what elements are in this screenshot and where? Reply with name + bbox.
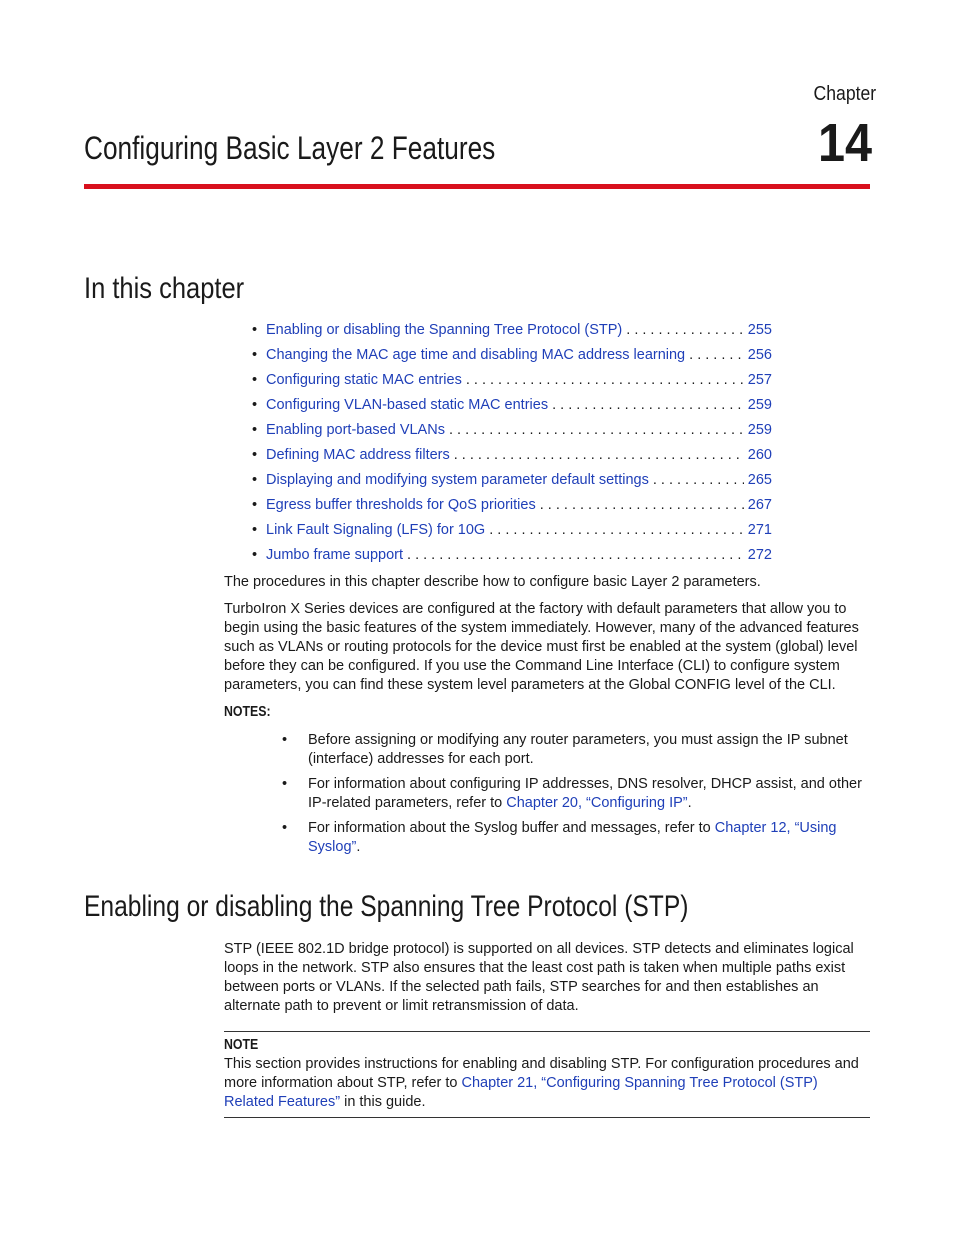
body-paragraph: TurboIron X Series devices are configured at the factory with default parameters that allow you to begin using the basic features of the system immediately. However, many of the advanced features such as VLANs or routing protocols for the device must first be enabled at the system (global) level before they can be configured. If you use the Command Line Interface (CLI) to configure system parameters, you can find these system level parameters at the Global CONFIG level of the CLI. xyxy=(224,601,859,693)
toc-leader xyxy=(685,347,744,363)
toc-entry[interactable] xyxy=(252,347,772,372)
toc-entry-page[interactable]: 265 xyxy=(747,472,772,488)
toc-leader xyxy=(649,472,744,488)
toc-entry-label[interactable]: Enabling or disabling the Spanning Tree Protocol (STP) xyxy=(266,322,623,338)
bullet-icon: • xyxy=(252,522,258,538)
toc-entry[interactable] xyxy=(252,497,772,522)
toc-entry-label[interactable]: Jumbo frame support xyxy=(266,547,404,563)
stp-section-heading: Enabling or disabling the Spanning Tree Protocol (STP) xyxy=(84,890,689,923)
note-item xyxy=(280,819,870,857)
chapter-label: Chapter xyxy=(813,83,876,105)
notes-label: NOTES: xyxy=(224,704,271,720)
chapter-title: Configuring Basic Layer 2 Features xyxy=(84,130,496,166)
note-text-end: . xyxy=(687,795,692,811)
toc-entry[interactable] xyxy=(252,522,772,547)
toc-leader xyxy=(485,522,744,538)
chapter-number: 14 xyxy=(817,113,872,173)
toc-entry-page[interactable]: 257 xyxy=(747,372,772,388)
bullet-icon: • xyxy=(282,732,288,748)
toc-entry-label[interactable]: Defining MAC address filters xyxy=(266,447,450,463)
toc-entry-label[interactable]: Egress buffer thresholds for QoS priorities xyxy=(266,497,536,513)
bullet-icon: • xyxy=(252,472,258,488)
bullet-icon: • xyxy=(252,397,258,413)
note-text-end: . xyxy=(356,839,361,855)
toc-entry-page[interactable]: 256 xyxy=(747,347,772,363)
toc-entry[interactable] xyxy=(252,422,772,447)
toc-leader xyxy=(445,422,744,438)
note-label: NOTE xyxy=(224,1037,259,1053)
stp-paragraph: STP (IEEE 802.1D bridge protocol) is supported on all devices. STP detects and eliminates logical loops in the network. STP also ensures that the least cost path is taken when multiple paths exist between ports or VLANs. If the selected path fails, STP searches for and then establishes an alternate path to prevent or limit retransmission of data. xyxy=(224,941,854,1014)
bullet-icon: • xyxy=(252,497,258,513)
note-text: Before assigning or modifying any router parameters, you must assign the IP subnet (interface) addresses for each port. xyxy=(308,732,848,767)
toc-entry[interactable] xyxy=(252,447,772,472)
toc-entry[interactable] xyxy=(252,472,772,497)
toc-entry-page[interactable]: 259 xyxy=(747,397,772,413)
toc-leader xyxy=(403,547,744,563)
toc-entry-page[interactable]: 259 xyxy=(747,422,772,438)
note-box xyxy=(224,1031,870,1118)
toc-entry[interactable] xyxy=(252,372,772,397)
toc-entry[interactable] xyxy=(252,547,772,572)
note-text: For information about configuring IP addresses, DNS resolver, DHCP assist, and other IP-related parameters, refer to xyxy=(308,776,862,811)
toc-entry-label[interactable]: Changing the MAC age time and disabling MAC address learning xyxy=(266,347,686,363)
toc-entry[interactable] xyxy=(252,322,772,347)
toc-entry-label[interactable]: Displaying and modifying system parameter default settings xyxy=(266,472,649,488)
toc-leader xyxy=(622,322,744,338)
intro-paragraph: The procedures in this chapter describe how to configure basic Layer 2 parameters. xyxy=(224,574,761,590)
toc-leader xyxy=(450,447,744,463)
bullet-icon: • xyxy=(282,776,288,792)
toc-leader xyxy=(536,497,744,513)
toc-entry-label[interactable]: Enabling port-based VLANs xyxy=(266,422,445,438)
note-item xyxy=(280,775,870,813)
notes-list xyxy=(280,731,870,863)
note-text: For information about the Syslog buffer and messages, refer to xyxy=(308,820,715,836)
toc-entry-page[interactable]: 271 xyxy=(747,522,772,538)
toc-entry-page[interactable]: 260 xyxy=(747,447,772,463)
chapter-20-link[interactable]: Chapter 20, “Configuring IP” xyxy=(506,795,688,811)
toc-entry-label[interactable]: Configuring static MAC entries xyxy=(266,372,462,388)
chapter-21-link[interactable]: Chapter 21, “Configuring Spanning Tree Protocol (STP) Related Features” xyxy=(224,1075,818,1110)
toc-entry-page[interactable]: 272 xyxy=(747,547,772,563)
chapter-title-rule xyxy=(84,184,870,189)
note-text: This section provides instructions for enabling and disabling STP. For configuration procedures and more information about STP, refer to xyxy=(224,1056,859,1091)
bullet-icon: • xyxy=(252,447,258,463)
bullet-icon: • xyxy=(282,820,288,836)
bullet-icon: • xyxy=(252,422,258,438)
bullet-icon: • xyxy=(252,347,258,363)
chapter-12-link[interactable]: Chapter 12, “Using Syslog” xyxy=(308,820,837,855)
bullet-icon: • xyxy=(252,322,258,338)
toc-leader xyxy=(548,397,744,413)
note-box-text xyxy=(224,1055,870,1112)
toc-entry-page[interactable]: 267 xyxy=(747,497,772,513)
bullet-icon: • xyxy=(252,547,258,563)
note-text-end: in this guide. xyxy=(340,1094,426,1110)
toc-entry-label[interactable]: Link Fault Signaling (LFS) for 10G xyxy=(266,522,486,538)
toc-entry-page[interactable]: 255 xyxy=(747,322,772,338)
toc-entry[interactable] xyxy=(252,397,772,422)
toc-leader xyxy=(462,372,744,388)
in-this-chapter-heading: In this chapter xyxy=(84,272,245,305)
note-item xyxy=(280,731,870,769)
bullet-icon: • xyxy=(252,372,258,388)
chapter-toc xyxy=(252,322,772,572)
toc-entry-label[interactable]: Configuring VLAN-based static MAC entries xyxy=(266,397,549,413)
